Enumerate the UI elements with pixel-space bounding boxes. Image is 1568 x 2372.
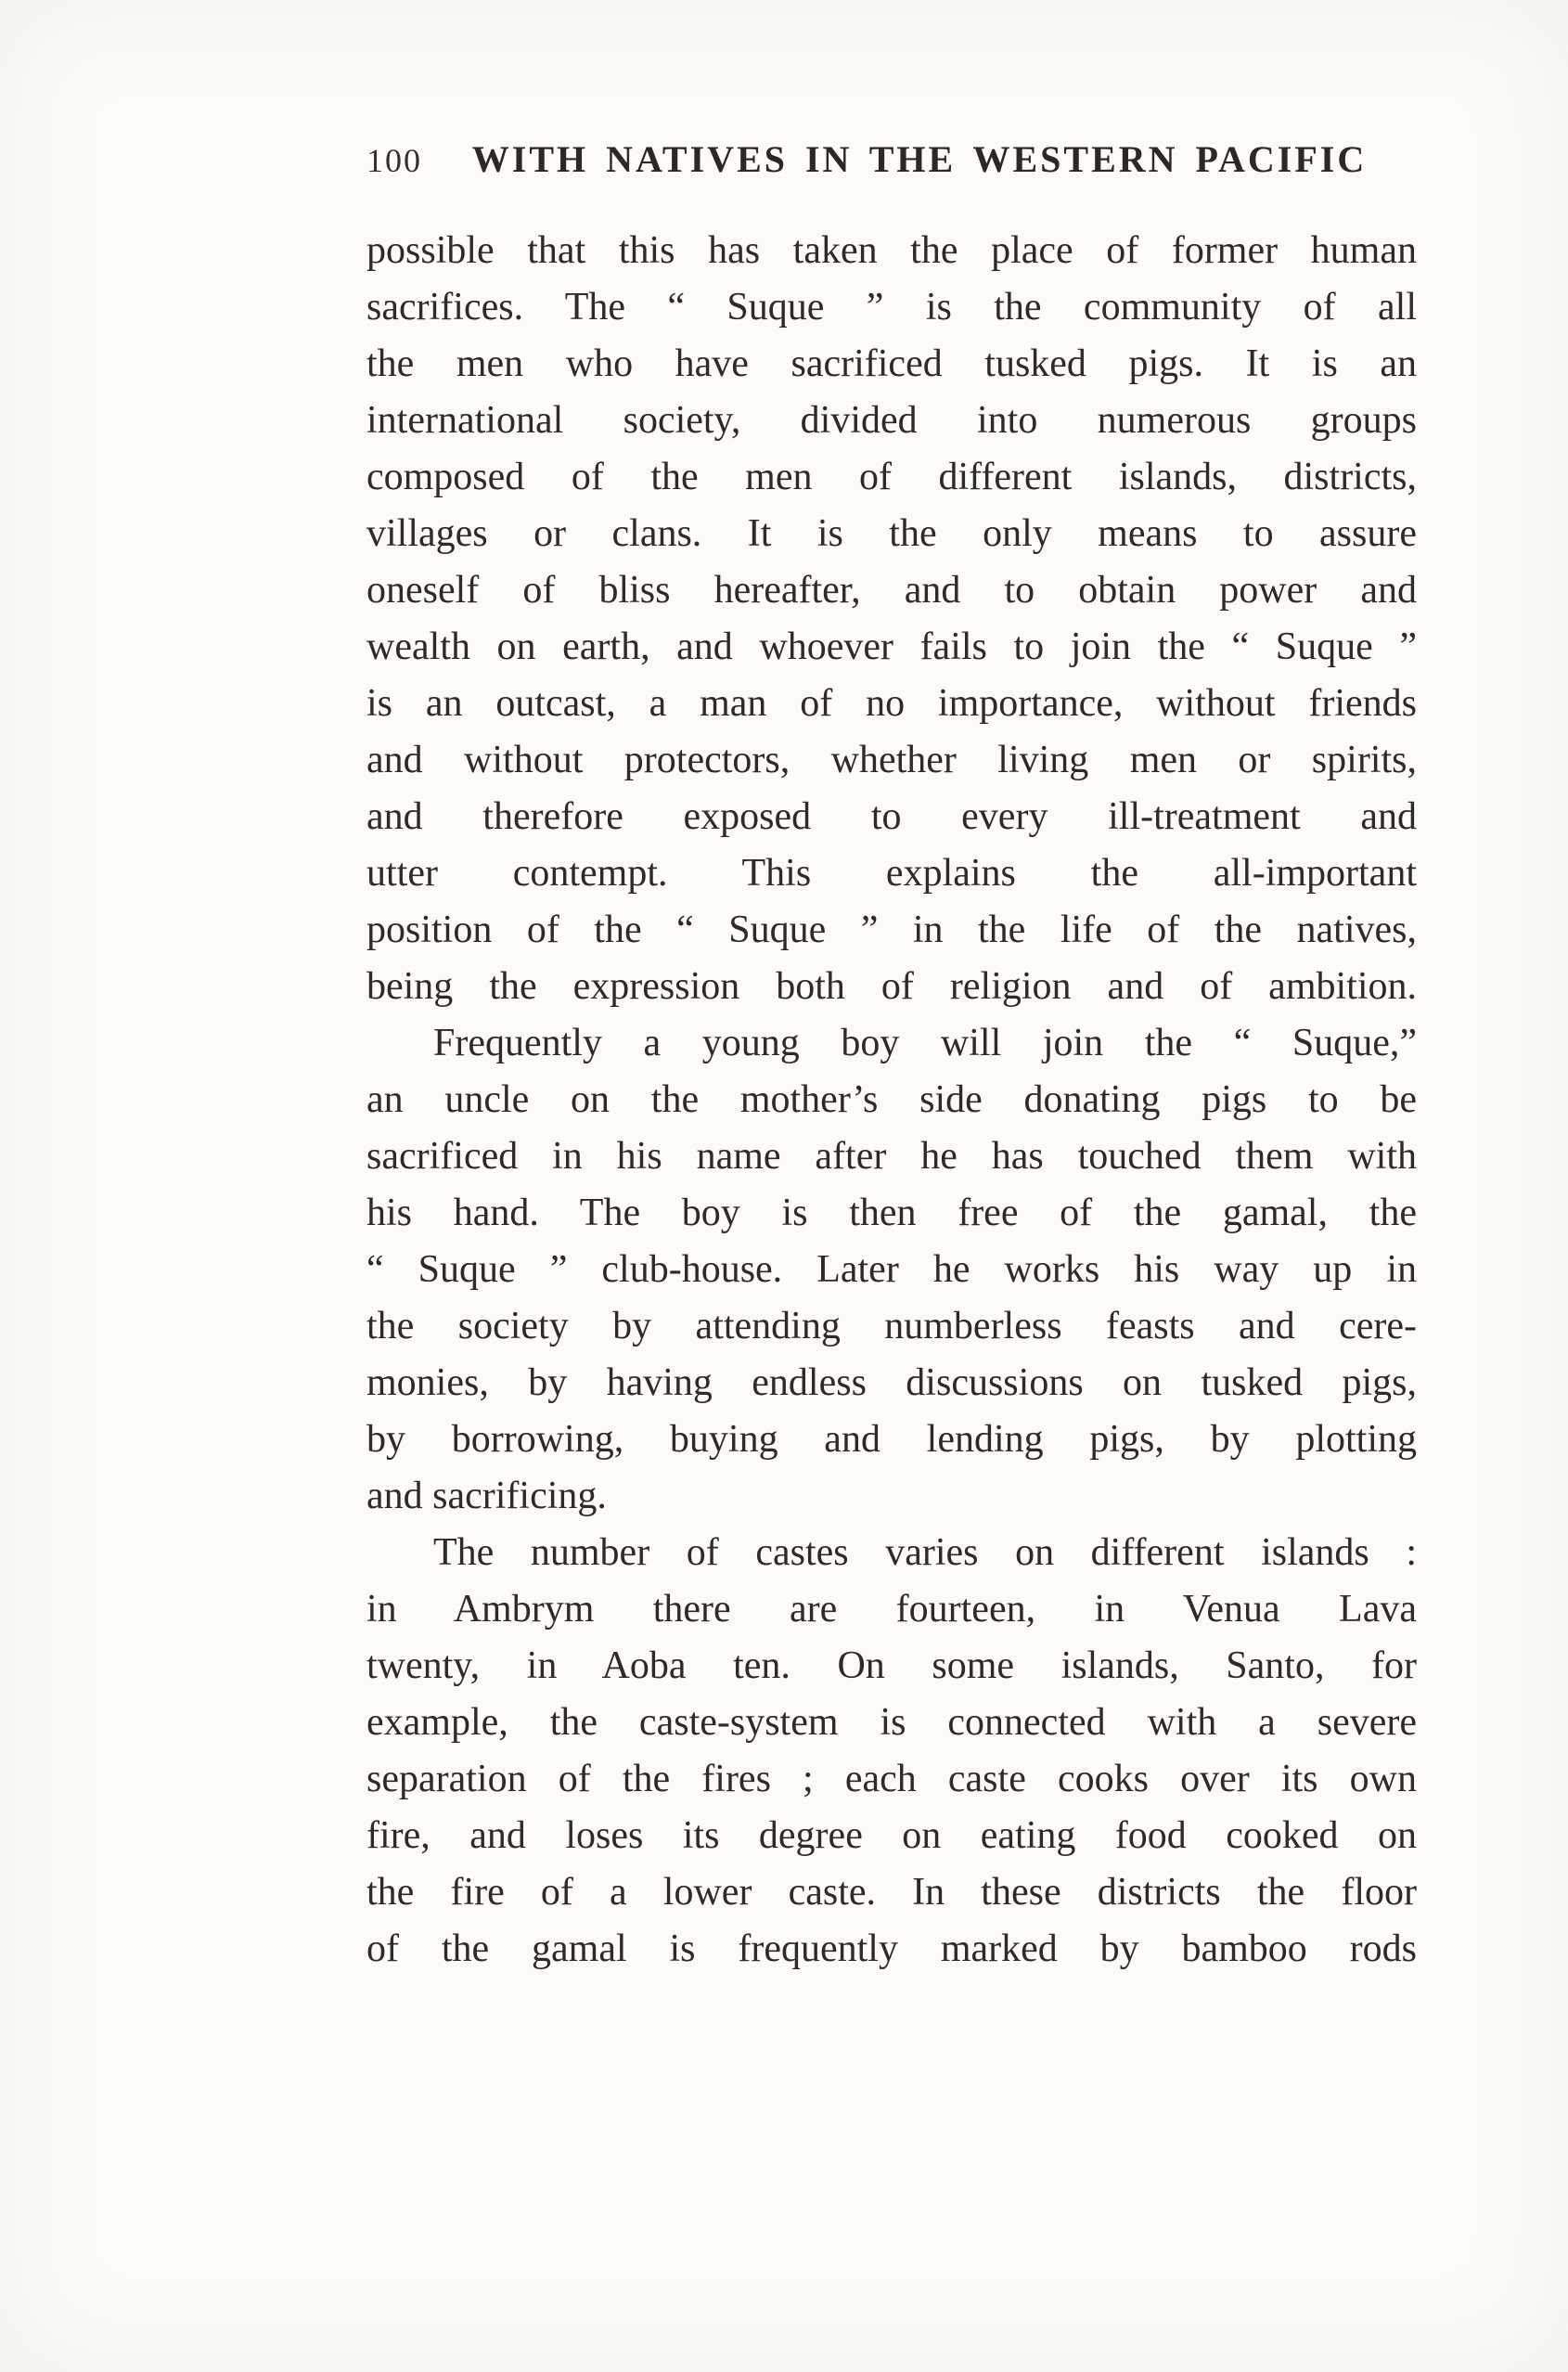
text-line: villages or clans. It is the only means to assure bbox=[366, 512, 1417, 555]
text-line: example, the caste-system is connected with a severe bbox=[366, 1701, 1417, 1744]
text-line: “ Suque ” club-house. Later he works his way up in bbox=[366, 1248, 1417, 1291]
text-line: monies, by having endless discussions on tusked pigs, bbox=[366, 1361, 1417, 1404]
text-line: oneself of bliss hereafter, and to obtain power and bbox=[366, 569, 1417, 612]
text-line: being the expression both of religion and of ambition. bbox=[366, 965, 1417, 1008]
text-line: in Ambrym there are fourteen, in Venua Lava bbox=[366, 1588, 1417, 1631]
text-line: utter contempt. This explains the all-important bbox=[366, 852, 1417, 895]
text-line: wealth on earth, and whoever fails to join the “ Suque ” bbox=[366, 625, 1417, 668]
text-line: and sacrificing. bbox=[366, 1475, 607, 1517]
text-line: his hand. The boy is then free of the gamal, the bbox=[366, 1192, 1417, 1234]
text-line: international society, divided into numerous groups bbox=[366, 399, 1417, 442]
text-line: sacrifices. The “ Suque ” is the community of all bbox=[366, 286, 1417, 329]
text-line: the fire of a lower caste. In these districts the floor bbox=[366, 1871, 1417, 1914]
text-line: Frequently a young boy will join the “ Suque,” bbox=[433, 1022, 1417, 1064]
running-header bbox=[366, 137, 1417, 181]
text-line: sacrificed in his name after he has touched them with bbox=[366, 1135, 1417, 1178]
text-line: is an outcast, a man of no importance, without friends bbox=[366, 682, 1417, 725]
text-line: and therefore exposed to every ill-treatment and bbox=[366, 795, 1417, 838]
body-text bbox=[366, 223, 1417, 1978]
text-line: composed of the men of different islands, districts, bbox=[366, 456, 1417, 498]
text-line: by borrowing, buying and lending pigs, by plotting bbox=[366, 1418, 1417, 1461]
text-line: possible that this has taken the place of former human bbox=[366, 229, 1417, 272]
text-line: separation of the fires ; each caste cooks over its own bbox=[366, 1758, 1417, 1800]
text-line: the society by attending numberless feasts and cere- bbox=[366, 1305, 1417, 1347]
page-number: 100 bbox=[366, 142, 422, 179]
text-line: The number of castes varies on different islands : bbox=[433, 1531, 1417, 1574]
text-line: position of the “ Suque ” in the life of the natives, bbox=[366, 909, 1417, 951]
text-line: the men who have sacrificed tusked pigs. It is an bbox=[366, 342, 1417, 385]
text-line: and without protectors, whether living men or spirits, bbox=[366, 739, 1417, 781]
text-line: an uncle on the mother’s side donating pigs to be bbox=[366, 1078, 1417, 1121]
text-line: fire, and loses its degree on eating food cooked on bbox=[366, 1814, 1417, 1857]
paragraph bbox=[366, 1525, 1417, 1978]
paragraph bbox=[366, 223, 1417, 1015]
paragraph bbox=[366, 1015, 1417, 1525]
running-header-title: WITH NATIVES IN THE WESTERN PACIFIC bbox=[471, 138, 1368, 180]
text-line: twenty, in Aoba ten. On some islands, Santo, for bbox=[366, 1644, 1417, 1687]
text-line: of the gamal is frequently marked by bamboo rods bbox=[366, 1927, 1417, 1970]
